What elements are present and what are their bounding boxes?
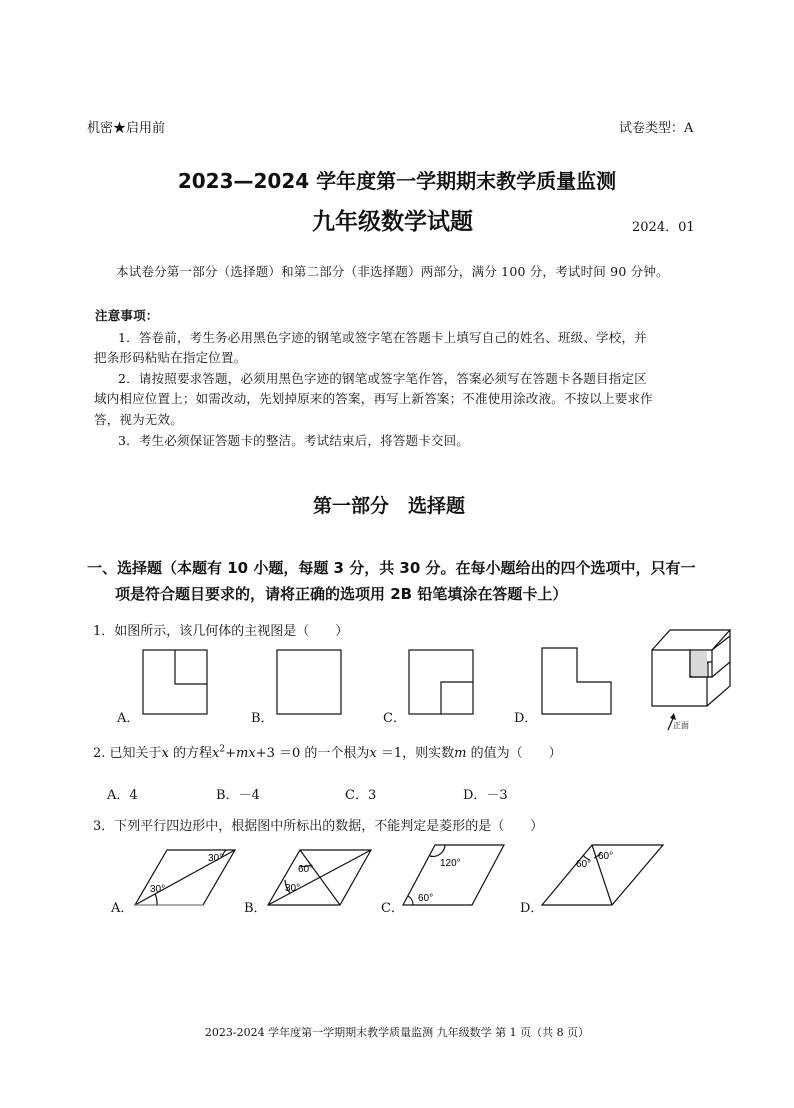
q1-option-c-label: C． [383,711,406,726]
q3-b-bottom-angle: 30° [285,883,301,894]
q2-option-b: B．－4 [216,788,260,803]
note-1-line1: 1．答卷前，考生务必用黑色字迹的钢笔或签字笔在答题卡上填写自己的姓名、班级、学校，并 [118,330,647,345]
q3-a-bottom-angle: 30° [150,884,166,895]
q2-var-x: x [161,746,169,761]
section-one-heading-line2: 项是符合题目要求的，请将正确的选项用 2B 铅笔填涂在答题卡上） [115,585,568,603]
q3-option-c-figure [403,845,504,905]
note-2-line3: 答，视为无效。 [94,412,183,427]
q3-d-right-angle: 60° [598,851,614,862]
q2-exponent: 2 [219,744,226,755]
q2-var-mx: mx [236,746,256,761]
q3-d-left-angle: 60° [576,859,592,870]
q2-text-3: +3 ＝0 的一个根为 [255,746,370,761]
q3-option-d-label: D． [520,901,544,916]
q2-var-x2: x [212,746,220,761]
section-one-heading-line1: 一、选择题（本题有 10 小题，每题 3 分，共 30 分。在每小题给出的四个选项中，只有一 [87,559,696,577]
exam-date: 2024．01 [632,220,695,235]
q2-option-c: C．3 [345,788,377,803]
q2-plus: + [225,746,237,761]
q3-option-c-label: C． [381,901,404,916]
note-2-line1: 2．请按照要求答题，必须用黑色字迹的钢笔或签字笔作答，答案必须写在答题卡各题目指定区 [118,371,647,386]
note-3-line1: 3．考生必须保证答题卡的整洁。考试结束后，将答题卡交回。 [118,433,470,448]
intro-text: 本试卷分第一部分（选择题）和第二部分（非选择题）两部分，满分 100 分，考试时间 90 分钟。 [116,264,669,279]
q2-text-2: 的方程 [168,746,213,761]
q3-option-b-label: B． [244,901,267,916]
confidential-label: 机密★启用前 [87,121,166,136]
q2-var-m: m [454,746,467,761]
q2-option-d: D．－3 [463,788,508,803]
paper-type-label: 试卷类型：A [619,121,694,136]
q3-option-d-figure [542,845,663,905]
subject-title: 九年级数学试题 [312,208,473,235]
q3-c-bottom-angle: 60° [418,893,434,904]
notes-heading: 注意事项： [95,308,159,323]
note-1-line2: 把条形码粘贴在指定位置。 [94,350,247,365]
question-1-stem: 1．如图所示，该几何体的主视图是（ ） [93,624,349,639]
q3-option-a-label: A． [111,901,134,916]
q3-a-top-angle: 30° [208,853,224,864]
front-view-label: 正面 [673,721,689,730]
q1-option-d-label: D． [514,711,538,726]
q2-text-1: 2. 已知关于 [93,746,162,761]
q1-option-a-label: A． [117,711,140,726]
q2-text-5: 的值为（ ） [466,746,562,761]
q3-c-top-angle: 120° [440,858,461,869]
note-2-line2: 域内相应位置上；如需改动，先划掉原来的答案，再写上新答案；不准使用涂改液。不按以上要求作 [94,391,653,406]
q2-option-a: A．4 [107,788,138,803]
question-3-stem: 3．下列平行四边形中，根据图中所标出的数据，不能判定是菱形的是（ ） [93,819,544,834]
part-one-title: 第一部分 选择题 [313,495,466,517]
exam-title: 2023—2024 学年度第一学期期末教学质量监测 [177,169,617,193]
q1-option-b-label: B． [251,711,274,726]
page-footer: 2023-2024 学年度第一学期期末教学质量监测 九年级数学 第 1 页（共 8 页） [204,1026,590,1039]
q2-text-4: ＝1，则实数 [376,746,455,761]
q3-option-b-figure [268,850,371,905]
q3-option-a-figure [135,850,235,905]
q2-var-x3: x [369,746,377,761]
q3-b-top-angle: 60° [298,864,314,875]
